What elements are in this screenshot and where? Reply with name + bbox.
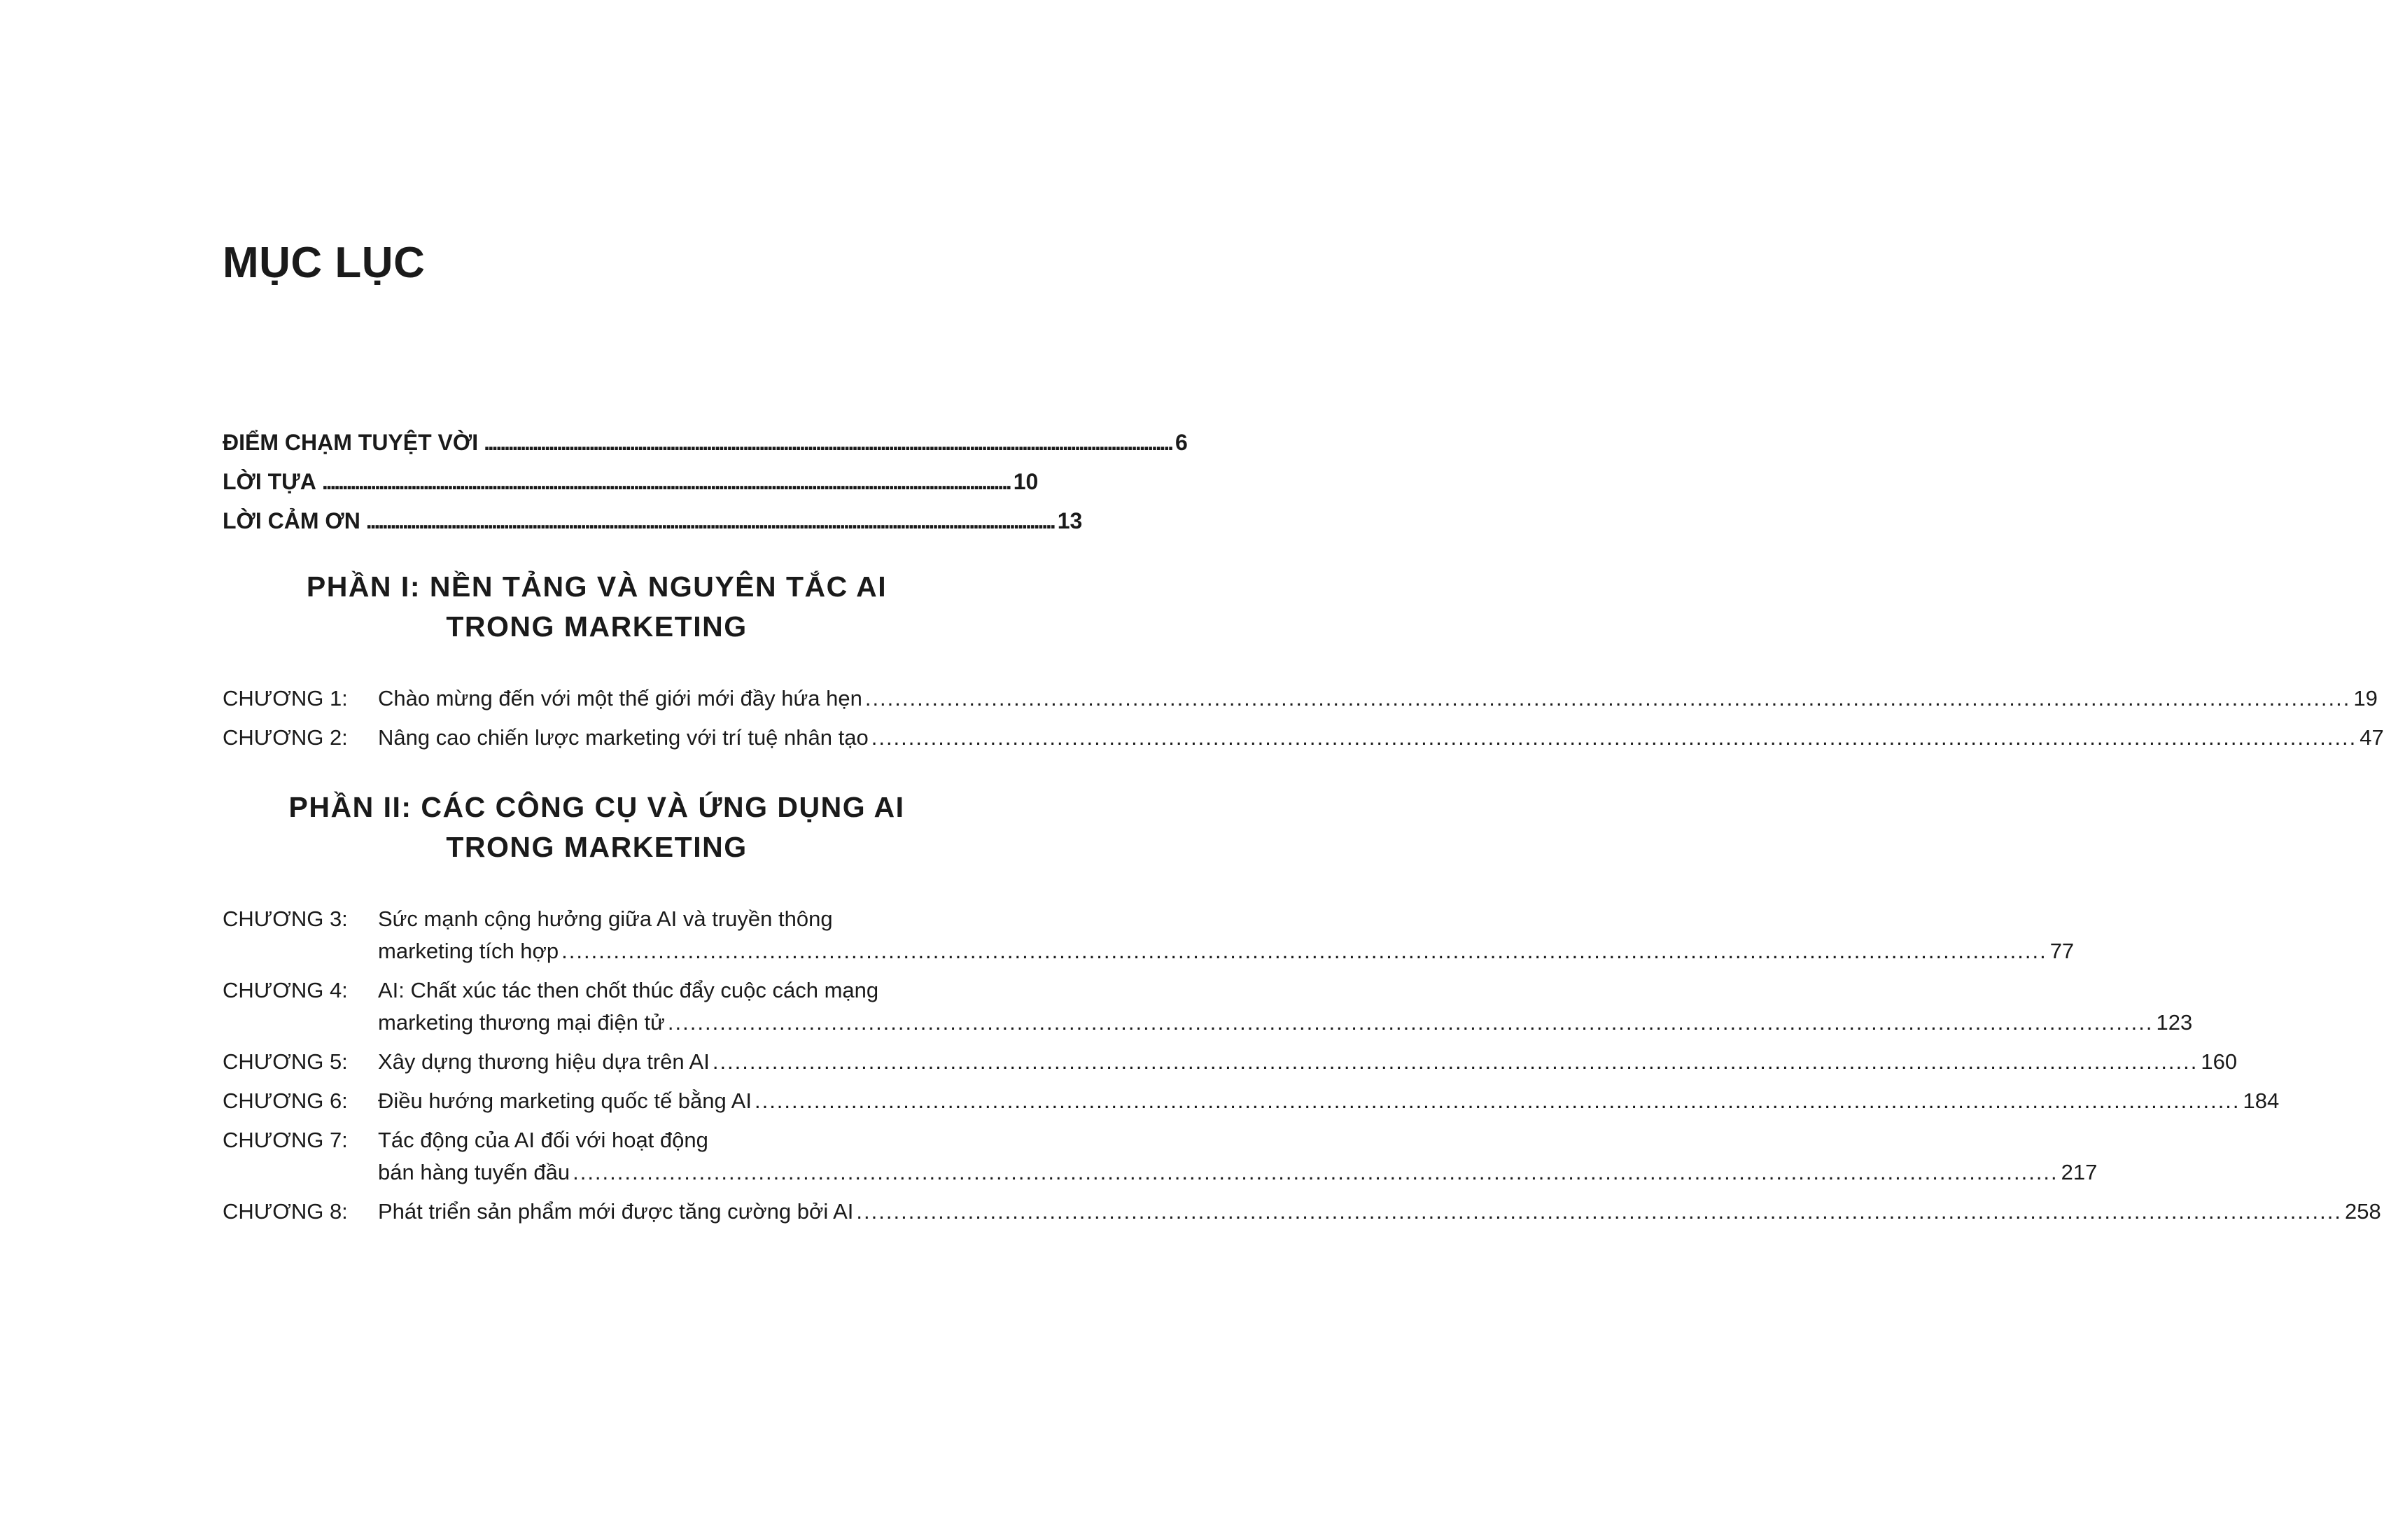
part-1-heading-line2: TRONG MARKETING [446, 610, 748, 643]
chapter-label: CHƯƠNG 8: [223, 1199, 348, 1224]
chapter-label: CHƯƠNG 6: [223, 1088, 348, 1113]
chapter-page: 184 [2243, 1088, 2280, 1113]
chapter-page: 258 [2344, 1199, 2381, 1224]
dot-leader [561, 935, 2047, 967]
chapter-title: Xây dựng thương hiệu dựa trên AI [378, 1049, 710, 1074]
toc-entry-label: LỜI CẢM ƠN [223, 508, 360, 533]
chapter-4-entry[interactable] [223, 974, 2193, 1039]
toc-entry-label: ĐIỂM CHẠM TUYỆT VỜI [223, 430, 479, 455]
chapter-label: CHƯƠNG 4: [223, 978, 348, 1002]
toc-entry-diem-cham[interactable] [223, 423, 1188, 462]
toc-entry-page: 6 [1175, 430, 1188, 455]
chapter-8-entry[interactable] [223, 1196, 2381, 1228]
page-title: MỤC LỤC [223, 239, 426, 287]
dot-leader [713, 1046, 2199, 1078]
chapter-1-entry[interactable] [223, 682, 2378, 715]
part-2-heading-line2: TRONG MARKETING [446, 831, 748, 863]
chapter-title: Phát triển sản phẩm mới được tăng cường bởi AI [378, 1199, 854, 1224]
chapter-page: 77 [2049, 939, 2075, 963]
part-1-chapters [223, 682, 2384, 761]
chapter-title-cont: marketing tích hợp [378, 939, 559, 963]
front-matter-list [223, 423, 1188, 540]
chapter-label: CHƯƠNG 1: [223, 686, 348, 710]
chapter-label: CHƯƠNG 3: [223, 906, 348, 931]
part-2-heading [223, 788, 971, 867]
dot-leader [871, 722, 2357, 754]
part-2-chapters [223, 903, 2381, 1235]
chapter-page: 19 [2353, 686, 2378, 710]
dot-leader [322, 462, 1008, 501]
chapter-page: 217 [2061, 1160, 2098, 1184]
part-1-heading-line1: PHẦN I: NỀN TẢNG VÀ NGUYÊN TẮC AI [306, 570, 888, 603]
part-1-heading [223, 567, 971, 647]
part-2-heading-line1: PHẦN II: CÁC CÔNG CỤ VÀ ỨNG DỤNG AI [288, 791, 905, 823]
chapter-title: Chào mừng đến với một thế giới mới đầy hứa hẹn [378, 686, 862, 710]
chapter-3-entry[interactable] [223, 903, 2075, 967]
chapter-5-entry[interactable] [223, 1046, 2238, 1078]
chapter-7-entry[interactable] [223, 1124, 2098, 1189]
chapter-2-entry[interactable] [223, 722, 2384, 754]
chapter-title: Nâng cao chiến lược marketing với trí tuệ nhân tạo [378, 725, 869, 750]
dot-leader [856, 1196, 2342, 1228]
chapter-label: CHƯƠNG 7: [223, 1128, 348, 1152]
toc-entry-label: LỜI TỰA [223, 469, 316, 494]
dot-leader [484, 423, 1170, 462]
toc-entry-page: 10 [1013, 469, 1039, 494]
dot-leader [755, 1085, 2241, 1117]
dot-leader [366, 501, 1052, 540]
chapter-page: 47 [2360, 725, 2384, 750]
chapter-title-cont: bán hàng tuyến đầu [378, 1160, 570, 1184]
chapter-label: CHƯƠNG 5: [223, 1049, 348, 1074]
chapter-6-entry[interactable] [223, 1085, 2280, 1117]
chapter-title: Sức mạnh cộng hưởng giữa AI và truyền thông [378, 906, 833, 931]
chapter-title: Điều hướng marketing quốc tế bằng AI [378, 1088, 752, 1113]
toc-entry-page: 13 [1057, 508, 1083, 533]
dot-leader [573, 1156, 2059, 1189]
chapter-page: 160 [2201, 1049, 2238, 1074]
dot-leader [865, 682, 2351, 715]
chapter-title: AI: Chất xúc tác then chốt thúc đẩy cuộc cách mạng [378, 978, 879, 1002]
toc-entry-loi-cam-on[interactable] [223, 501, 1083, 540]
chapter-page: 123 [2156, 1010, 2193, 1035]
chapter-title-cont: marketing thương mại điện tử [378, 1010, 665, 1035]
dot-leader [668, 1007, 2154, 1039]
toc-entry-loi-tua[interactable] [223, 462, 1039, 501]
chapter-label: CHƯƠNG 2: [223, 725, 348, 750]
chapter-title: Tác động của AI đối với hoạt động [378, 1128, 708, 1152]
